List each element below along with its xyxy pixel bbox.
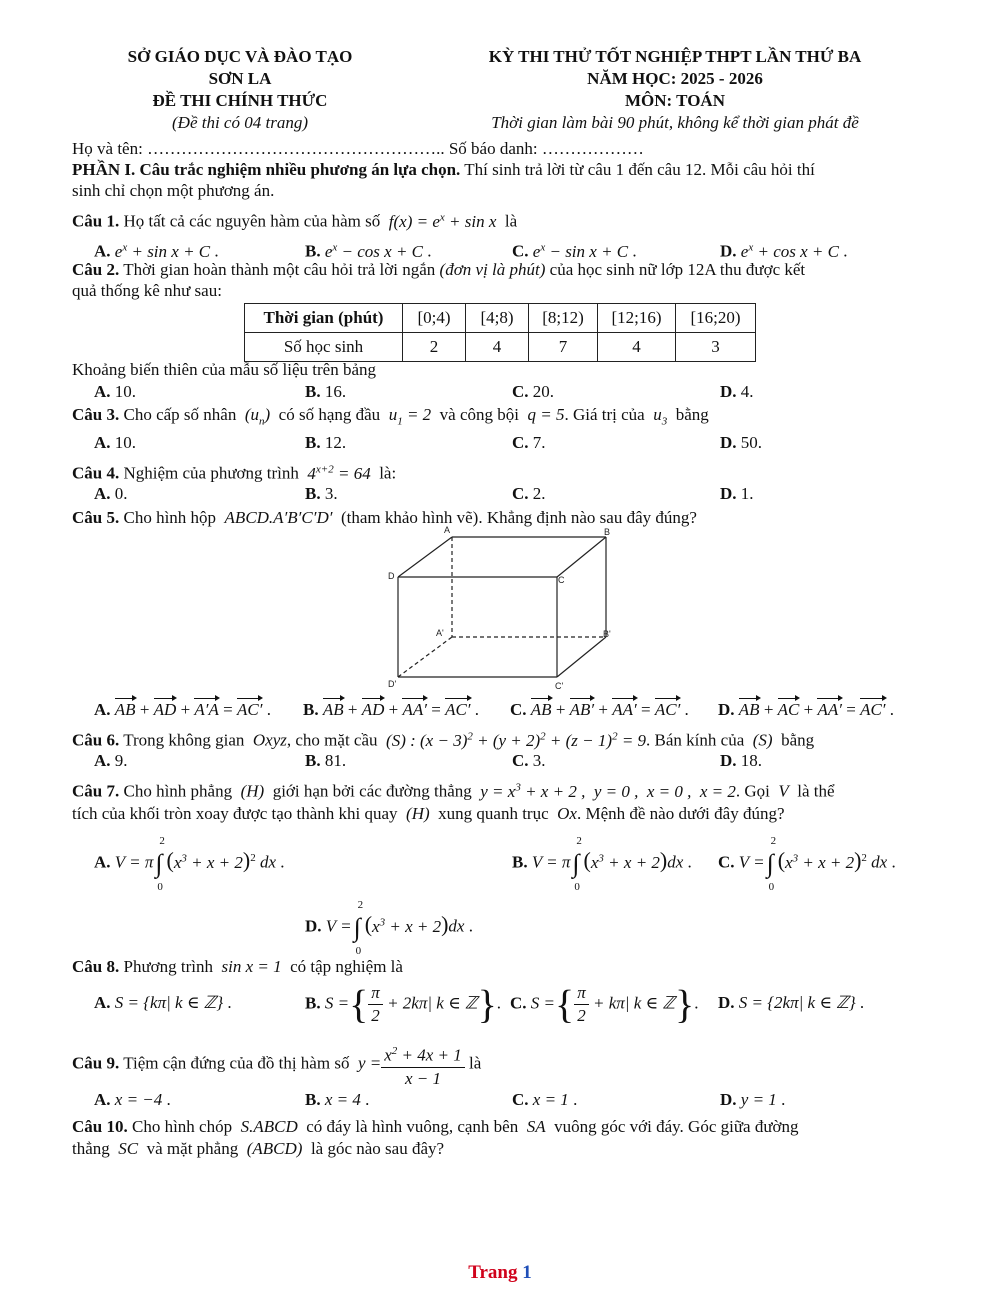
q2-text2: của học sinh nữ lớp 12A thu được kết <box>549 260 806 279</box>
q7-line1b: giới hạn bởi các đường thẳng <box>272 781 472 801</box>
table-cell: 2 <box>403 333 466 362</box>
table-row <box>245 333 756 362</box>
q5-option-d[interactable]: D. AB + AC + AA′ = AC′ . <box>718 700 895 719</box>
school-year: NĂM HỌC: 2025 - 2026 <box>587 69 763 88</box>
q1-option-b[interactable]: B. $e^x - \cos x + C$ . <box>305 241 432 261</box>
q10-line2c: là góc nào sau đây? <box>310 1139 445 1158</box>
q2-text3: quả thống kê như sau: <box>72 281 222 300</box>
q10-line1a: Cho hình chóp <box>131 1117 233 1136</box>
table-cell: Số học sinh <box>245 333 403 362</box>
q5-tail: (tham khảo hình vẽ). Khẳng định nào sau đây đúng? <box>340 508 697 527</box>
q7-line2a: tích của khối tròn xoay được tạo thành khi quay <box>72 804 398 823</box>
question-4: Câu 4. Nghiệm của phương trình $4^{x+2} = 64$ là: <box>72 463 397 483</box>
q3-option-c[interactable]: C. 7. <box>512 433 546 452</box>
question-5: Câu 5. Cho hình hộp ABCD.A′B′C′D′ (tham khảo hình vẽ). Khẳng định nào sau đây đúng? <box>72 508 697 527</box>
part1-desc: Thí sinh trả lời từ câu 1 đến câu 12. Mỗi câu hỏi thí <box>464 160 815 179</box>
vertex-label-c-prime: C' <box>555 681 564 691</box>
page-number: 1 <box>522 1262 532 1283</box>
q1-label: Câu 1. <box>72 211 120 231</box>
q7-option-a[interactable]: A. V = π∫ 2 0 $(x^3 + x + 2)^2$ dx . <box>94 834 285 893</box>
q8-text: Phương trình <box>123 957 213 976</box>
q7-line1d: là thể <box>797 781 835 801</box>
q6-option-b[interactable]: B. 81. <box>305 751 347 770</box>
province-name: SƠN LA <box>208 69 272 88</box>
table-cell: 4 <box>466 333 529 362</box>
q3-option-b[interactable]: B. 12. <box>305 433 347 452</box>
q2-label: Câu 2. <box>72 260 120 279</box>
vertex-label-c: C <box>558 575 565 585</box>
header-right <box>420 46 930 134</box>
student-info <box>72 138 644 160</box>
q4-option-d[interactable]: D. 1. <box>720 484 754 503</box>
part1-desc-line2: sinh chỉ chọn một phương án. <box>72 181 275 200</box>
q8-option-b[interactable]: B. S ={ $\frac{\pi}{2}$ + 2kπ| k ∈ ℤ}. <box>305 981 502 1027</box>
page-count-note: (Đề thi có 04 trang) <box>172 113 308 132</box>
q4-option-c[interactable]: C. 2. <box>512 484 546 503</box>
id-label: Số báo danh: <box>448 139 538 158</box>
q8-label: Câu 8. <box>72 957 120 976</box>
question-1 <box>72 206 517 233</box>
header-left <box>60 46 420 134</box>
table-header-cell: [0;4) <box>403 304 466 333</box>
q5-option-b[interactable]: B. AB + AD + AA′ = AC′ . <box>303 700 480 719</box>
q9-option-c[interactable]: C. x = 1 . <box>512 1090 578 1109</box>
table-row <box>245 304 756 333</box>
q5-option-c[interactable]: C. AB + AB′ + AA′ = AC′ . <box>510 700 689 719</box>
vertex-label-a: A <box>444 525 451 535</box>
footer-word: Trang <box>468 1262 518 1283</box>
q7-option-c[interactable]: C. V =∫ 2 0 $(x^3 + x + 2)^2$ dx . <box>718 834 896 893</box>
q3-text4: . Giá trị của <box>564 405 645 424</box>
vertex-label-b: B <box>604 527 611 537</box>
q2-text1: Thời gian hoàn thành một câu hỏi trả lời ngắn <box>123 260 436 279</box>
q4-option-a[interactable]: A. 0. <box>94 484 128 503</box>
table-header-cell: [16;20) <box>676 304 756 333</box>
table-cell: 3 <box>676 333 756 362</box>
q6-option-a[interactable]: A. 9. <box>94 751 128 770</box>
q10-line2b: và mặt phẳng <box>146 1139 239 1158</box>
q4-option-b[interactable]: B. 3. <box>305 484 338 503</box>
q7-line1a: Cho hình phẳng <box>123 781 233 801</box>
q6-text3: . Bán kính của <box>646 730 745 750</box>
q2-option-c[interactable]: C. 20. <box>512 382 555 401</box>
question-6: Câu 6. Trong không gian Oxyz, cho mặt cầu (S) : $(x - 3)^2 + (y + 2)^2 + (z - 1)^2 = 9$. Bán kính của (S) bằng <box>72 730 815 750</box>
q6-option-d[interactable]: D. 18. <box>720 751 763 770</box>
question-9: Câu 9. Tiệm cận đứng của đồ thị hàm số y = $\frac{x^2 + 4x + 1}{x - 1}$ là <box>72 1040 481 1090</box>
q9-label: Câu 9. <box>72 1053 120 1073</box>
table-header-cell: Thời gian (phút) <box>245 304 403 333</box>
vertex-label-d-prime: D' <box>388 679 397 689</box>
question-10: Câu 10. Cho hình chóp S.ABCD có đáy là hình vuông, cạnh bên SA vuông góc với đáy. Góc giữa đường <box>72 1117 799 1136</box>
q3-label: Câu 3. <box>72 405 120 424</box>
subject: MÔN: TOÁN <box>625 91 725 110</box>
q6-tail: bằng <box>781 730 815 750</box>
q2-frequency-table <box>244 303 756 362</box>
q9-option-a[interactable]: A. x = −4 . <box>94 1090 171 1109</box>
question-7-line2: tích của khối tròn xoay được tạo thành khi quay (H) xung quanh trục Ox. Mệnh đề nào dưới đây đúng? <box>72 804 785 823</box>
q1-option-a[interactable]: A. $e^x + \sin x + C$ . <box>94 241 219 261</box>
q9-option-b[interactable]: B. x = 4 . <box>305 1090 370 1109</box>
q8-option-a[interactable]: A. S = {kπ| k ∈ ℤ} . <box>94 993 232 1012</box>
q8-option-c[interactable]: C. S ={ $\frac{\pi}{2}$ + kπ| k ∈ ℤ}. <box>510 981 699 1027</box>
q7-option-d[interactable]: D. V =∫ 2 0 $(x^3 + x + 2)dx$ . <box>305 898 473 957</box>
q6-option-c[interactable]: C. 3. <box>512 751 546 770</box>
table-cell: 4 <box>598 333 676 362</box>
question-8: Câu 8. Phương trình sin x = 1 có tập nghiệm là <box>72 957 403 976</box>
q2-option-b[interactable]: B. 16. <box>305 382 347 401</box>
q3-text5: bằng <box>675 405 709 424</box>
q1-function: $f(x) = e^x + \sin x$ <box>384 211 501 231</box>
q6-text2: , cho mặt cầu <box>286 730 378 750</box>
q1-option-d[interactable]: D. $e^x + \cos x + C$ . <box>720 241 848 261</box>
q3-text3: và công bội <box>439 405 519 424</box>
official-exam-label: ĐỀ THI CHÍNH THỨC <box>152 91 328 110</box>
table-header-cell: [4;8) <box>466 304 529 333</box>
exam-title: KỲ THI THỬ TỐT NGHIỆP THPT LẦN THỨ BA <box>488 47 862 66</box>
q9-option-d[interactable]: D. y = 1 . <box>720 1090 786 1109</box>
q7-line2c: . Mệnh đề nào dưới đây đúng? <box>576 804 785 823</box>
part1-line1 <box>72 159 815 181</box>
q10-label: Câu 10. <box>72 1117 128 1136</box>
q3-text: Cho cấp số nhân <box>123 405 237 424</box>
q4-tail: là: <box>379 463 397 483</box>
question-10-line2: thẳng SC và mặt phẳng (ABCD) là góc nào sau đây? <box>72 1139 445 1158</box>
q3-text2: có số hạng đầu <box>278 405 381 424</box>
question-3: Câu 3. Cho cấp số nhân $(u_n)$ có số hạng đầu $u_1 = 2$ và công bội q = 5. Giá trị của $u_3$ bằng <box>72 405 709 428</box>
q7-line1c: . Gọi <box>735 781 770 801</box>
q7-line2b: xung quanh trục <box>438 804 549 823</box>
q5-text: Cho hình hộp <box>123 508 217 527</box>
q2-text-italic: (đơn vị là phút) <box>439 260 546 279</box>
q5-option-a[interactable]: A. AB + AD + A′A = AC′ . <box>94 700 271 719</box>
box-figure <box>380 525 630 695</box>
table-header-cell: [12;16) <box>598 304 676 333</box>
q6-label: Câu 6. <box>72 730 120 750</box>
q2-option-a[interactable]: A. 10. <box>94 382 137 401</box>
table-cell: 7 <box>529 333 598 362</box>
q1-text: Họ tất cả các nguyên hàm của hàm số <box>123 211 381 231</box>
q6-text: Trong không gian <box>123 730 245 750</box>
time-note: Thời gian làm bài 90 phút, không kể thời gian phát đề <box>491 113 859 132</box>
q8-tail: có tập nghiệm là <box>290 957 403 976</box>
vertex-label-a-prime: A' <box>436 628 444 638</box>
q10-line2a: thẳng <box>72 1139 110 1158</box>
question-2 <box>72 259 805 281</box>
q8-option-d[interactable]: D. S = {2kπ| k ∈ ℤ} . <box>718 993 865 1012</box>
q7-option-b[interactable]: B. V = π∫ 2 0 $(x^3 + x + 2)dx$ . <box>512 834 692 893</box>
q9-text: Tiệm cận đứng của đồ thị hàm số <box>123 1053 350 1073</box>
page-footer <box>0 1262 1000 1284</box>
name-label: Họ và tên: <box>72 139 143 158</box>
q4-text: Nghiệm của phương trình <box>123 463 299 483</box>
q9-tail: là <box>469 1053 482 1073</box>
q1-tail: là <box>504 211 518 231</box>
department-name: SỞ GIÁO DỤC VÀ ĐÀO TẠO <box>127 47 353 66</box>
vertex-label-d: D <box>388 571 395 581</box>
name-dots: …………………………………………….. <box>147 139 445 158</box>
vertex-label-b-prime: B' <box>603 629 611 639</box>
q10-line1c: vuông góc với đáy. Góc giữa đường <box>554 1117 799 1136</box>
q7-label: Câu 7. <box>72 781 120 801</box>
table-header-cell: [8;12) <box>529 304 598 333</box>
q2-option-d[interactable]: D. 4. <box>720 382 754 401</box>
q1-option-c[interactable]: C. $e^x - \sin x + C$ . <box>512 241 637 261</box>
question-7: Câu 7. Cho hình phẳng (H) giới hạn bởi các đường thẳng $y = x^3 + x + 2$ , y = 0 , x = 0 , x = 2. Gọi V là thể <box>72 781 835 801</box>
q3-option-a[interactable]: A. 10. <box>94 433 137 452</box>
q3-option-d[interactable]: D. 50. <box>720 433 763 452</box>
id-dots: ……………… <box>541 139 644 158</box>
q10-line1b: có đáy là hình vuông, cạnh bên <box>306 1117 519 1136</box>
q2-after-text: Khoảng biến thiên của mẫu số liệu trên bảng <box>72 360 377 379</box>
part1-title: PHẦN I. Câu trắc nghiệm nhiều phương án lựa chọn. <box>72 160 461 179</box>
q4-label: Câu 4. <box>72 463 120 483</box>
q5-label: Câu 5. <box>72 508 120 527</box>
